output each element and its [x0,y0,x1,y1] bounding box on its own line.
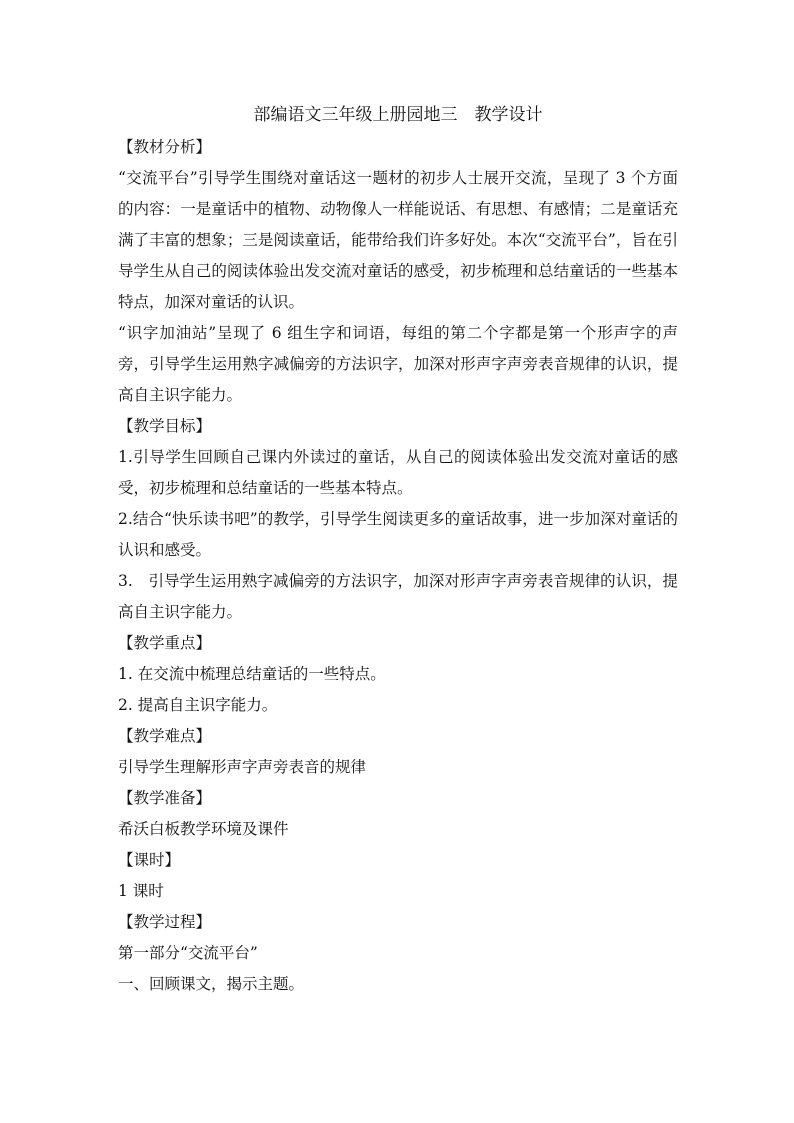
document-page [118,100,678,1000]
section-heading-difficulties: 【教学难点】 [118,727,212,745]
key-point-2: 2. 提高自主识字能力。 [118,696,278,714]
process-step-1: 一、回顾课文，揭示主题。 [118,975,305,993]
paragraph-literacy-station: “识字加油站”呈现了 6 组生字和词语，每组的第二个字都是第一个形声字的声旁，引导学生运用熟字减偏旁的方法识字，加深对形声字声旁表音规律的认识，提高自主识字能力。 [118,324,678,404]
section-heading-preparation: 【教学准备】 [118,789,212,807]
class-hours-text: 1 课时 [118,882,164,900]
section-heading-textbook-analysis: 【教材分析】 [118,138,212,156]
key-point-1: 1. 在交流中梳理总结童话的一些特点。 [118,665,386,683]
process-part-1: 第一部分“交流平台” [118,944,258,962]
paragraph-exchange-platform: “交流平台”引导学生围绕对童话这一题材的初步人士展开交流，呈现了 3 个方面的内容：一是童话中的植物、动物像人一样能说话、有思想、有感情；二是童话充满了丰富的想象；三是阅读童话，能带给我们许多好处。本次“交流平台”，旨在引导学生从自己的阅读体验出发交流对童话的感受，初步梳理和总结童话的一些基本特点，加深对童话的认识。 [118,169,678,311]
document-title: 部编语文三年级上册园地三 教学设计 [253,105,543,125]
goal-item-3: 3. 引导学生运用熟字减偏旁的方法识字，加深对形声字声旁表音规律的认识，提高自主识字能力。 [118,572,678,621]
goal-item-2: 2.结合“快乐读书吧”的教学，引导学生阅读更多的童话故事，进一步加深对童话的认识和感受。 [118,510,678,559]
difficulty-text: 引导学生理解形声字声旁表音的规律 [118,758,367,776]
section-heading-teaching-process: 【教学过程】 [118,913,212,931]
preparation-text: 希沃白板教学环境及课件 [118,820,289,838]
goal-item-1: 1.引导学生回顾自己课内外读过的童话，从自己的阅读体验出发交流对童话的感受，初步梳理和总结童话的一些基本特点。 [118,448,678,497]
section-heading-teaching-goals: 【教学目标】 [118,417,212,435]
section-heading-class-hours: 【课时】 [118,851,181,869]
section-heading-key-points: 【教学重点】 [118,634,212,652]
